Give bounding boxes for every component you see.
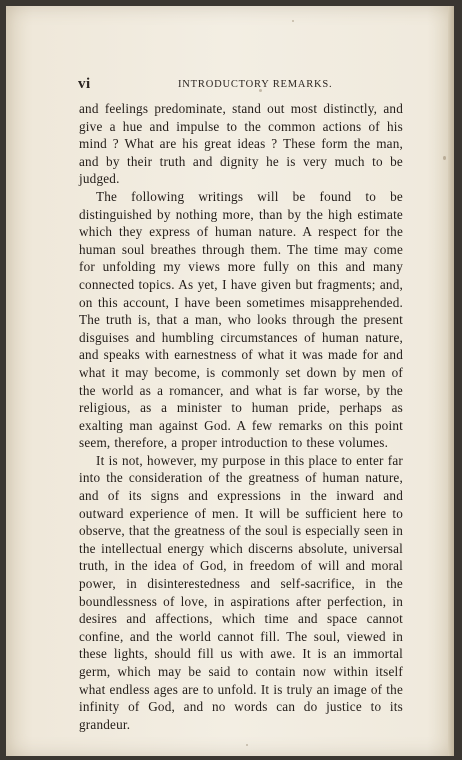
paragraph: The following writings will be found to be distinguished by nothing more, than by the high estimate which they express of human nature. A respect for the human soul breathes through them. The time may come for unfolding my views more fully on this and many connected topics. As yet, I have given but fragments; and, on this account, I have been sometimes misapprehended. The truth is, that a man, who looks through the present disguises and humbling circumstances of human nature, and speaks with earnestness of what it was made for and what it may become, is commonly set down by men of the world as a romancer, and what is far worse, by the religious, as a minister to human pride, perhaps as exalting man against God. A few remarks on this point seem, therefore, a proper introduction to these volumes. <box>79 188 403 451</box>
book-page <box>6 6 454 756</box>
paper-speck <box>443 156 446 160</box>
paper-speck <box>292 20 294 22</box>
paragraph: It is not, however, my purpose in this place to enter far into the consideration of the greatness of human nature, and of its signs and expressions in the inward and outward experience of men. It will be sufficient here to observe, that the greatness of the soul is especially seen in the intellectual energy which discerns absolute, universal truth, in the idea of God, in freedom of will and moral power, in disinterestedness and self-sacrifice, in the boundlessness of love, in aspirations after perfection, in desires and affections, which time and space cannot confine, and the world cannot fill. The soul, viewed in these lights, should fill us with awe. It is an immortal germ, which may be said to contain now within itself what endless ages are to unfold. It is truly an image of the infinity of God, and no words can do justice to its grandeur. <box>79 452 403 732</box>
body-text <box>79 100 403 733</box>
page-number: vi <box>78 76 91 92</box>
page-header <box>78 76 402 92</box>
paragraph-continuation: and feelings predominate, stand out most distinctly, and give a hue and impulse to the common actions of his mind ? What are his great ideas ? These form the man, and by their truth and dignity he is very much to be judged. <box>79 101 403 187</box>
running-head: INTRODUCTORY REMARKS. <box>178 79 333 90</box>
page-edge <box>448 6 454 756</box>
paper-speck <box>246 744 248 746</box>
